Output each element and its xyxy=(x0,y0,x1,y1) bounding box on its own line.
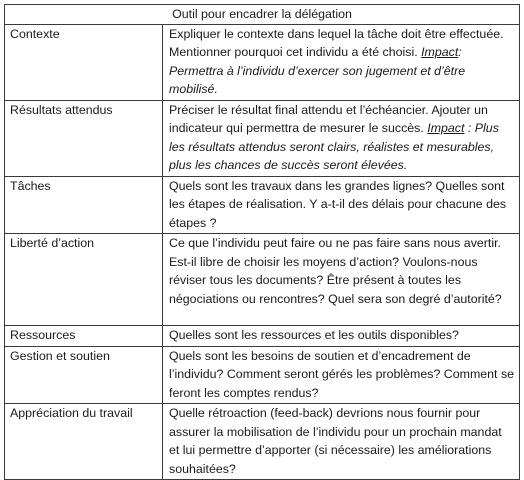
row-content-resultats xyxy=(163,100,520,176)
row-content-appreciation: Quelle rétroaction (feed-back) devrions nous fournir pour assurer la mobilisation de l’individu pour un prochain mandat et lui permettre d’apporter (si nécessaire) les améliorations souhaitées? xyxy=(163,404,520,480)
table-row xyxy=(5,346,520,404)
impact-label: Impact xyxy=(427,121,465,135)
row-label-liberte: Liberté d’action xyxy=(5,234,163,326)
row-content-liberte: Ce que l’individu peut faire ou ne pas faire sans nous avertir. Est-il libre de choisir les moyens d’action? Voulons-nous réviser tous les documents? Être présent à toutes les négociations ou rencontres? Quel sera son degré d’autorité? xyxy=(163,234,520,326)
row-label-contexte: Contexte xyxy=(5,24,163,100)
table-row xyxy=(5,176,520,234)
row-text: Expliquer le contexte dans lequel la tâche doit être effectuée. Mentionner pourquoi cet individu a été choisi. xyxy=(169,26,504,59)
row-label-ressources: Ressources xyxy=(5,326,163,347)
table-title-row xyxy=(5,5,520,25)
table-row xyxy=(5,100,520,176)
table-row xyxy=(5,326,520,347)
row-content-ressources: Quelles sont les ressources et les outils disponibles? xyxy=(163,326,520,347)
row-label-taches: Tâches xyxy=(5,176,163,234)
delegation-tool-table xyxy=(4,4,520,480)
row-content-gestion: Quels sont les besoins de soutien et d’encadrement de l’individu? Comment seront gérés les problèmes? Comment se feront les comptes rendus? xyxy=(163,346,520,404)
row-text: Préciser le résultat final attendu et l’échéancier. Ajouter un indicateur qui permettra de mesurer le succès. xyxy=(169,102,488,135)
table-row xyxy=(5,24,520,100)
row-content-contexte xyxy=(163,24,520,100)
impact-label: Impact xyxy=(421,45,459,59)
table-title: Outil pour encadrer la délégation xyxy=(5,5,520,25)
delegation-tool-table-wrapper xyxy=(4,4,519,480)
row-content-taches: Quels sont les travaux dans les grandes lignes? Quelles sont les étapes de réalisation. Y a-t-il des délais pour chacune des étapes ? xyxy=(163,176,520,234)
table-row xyxy=(5,404,520,480)
impact-text: : Permettra à l’individu d’exercer son jugement et d’être mobilisé. xyxy=(169,45,466,96)
table-row xyxy=(5,234,520,326)
row-label-resultats: Résultats attendus xyxy=(5,100,163,176)
row-label-appreciation: Appréciation du travail xyxy=(5,404,163,480)
impact-text: : Plus les résultats attendus seront clairs, réalistes et mesurables, plus les chances de succès seront élevées. xyxy=(169,121,499,172)
row-label-gestion: Gestion et soutien xyxy=(5,346,163,404)
